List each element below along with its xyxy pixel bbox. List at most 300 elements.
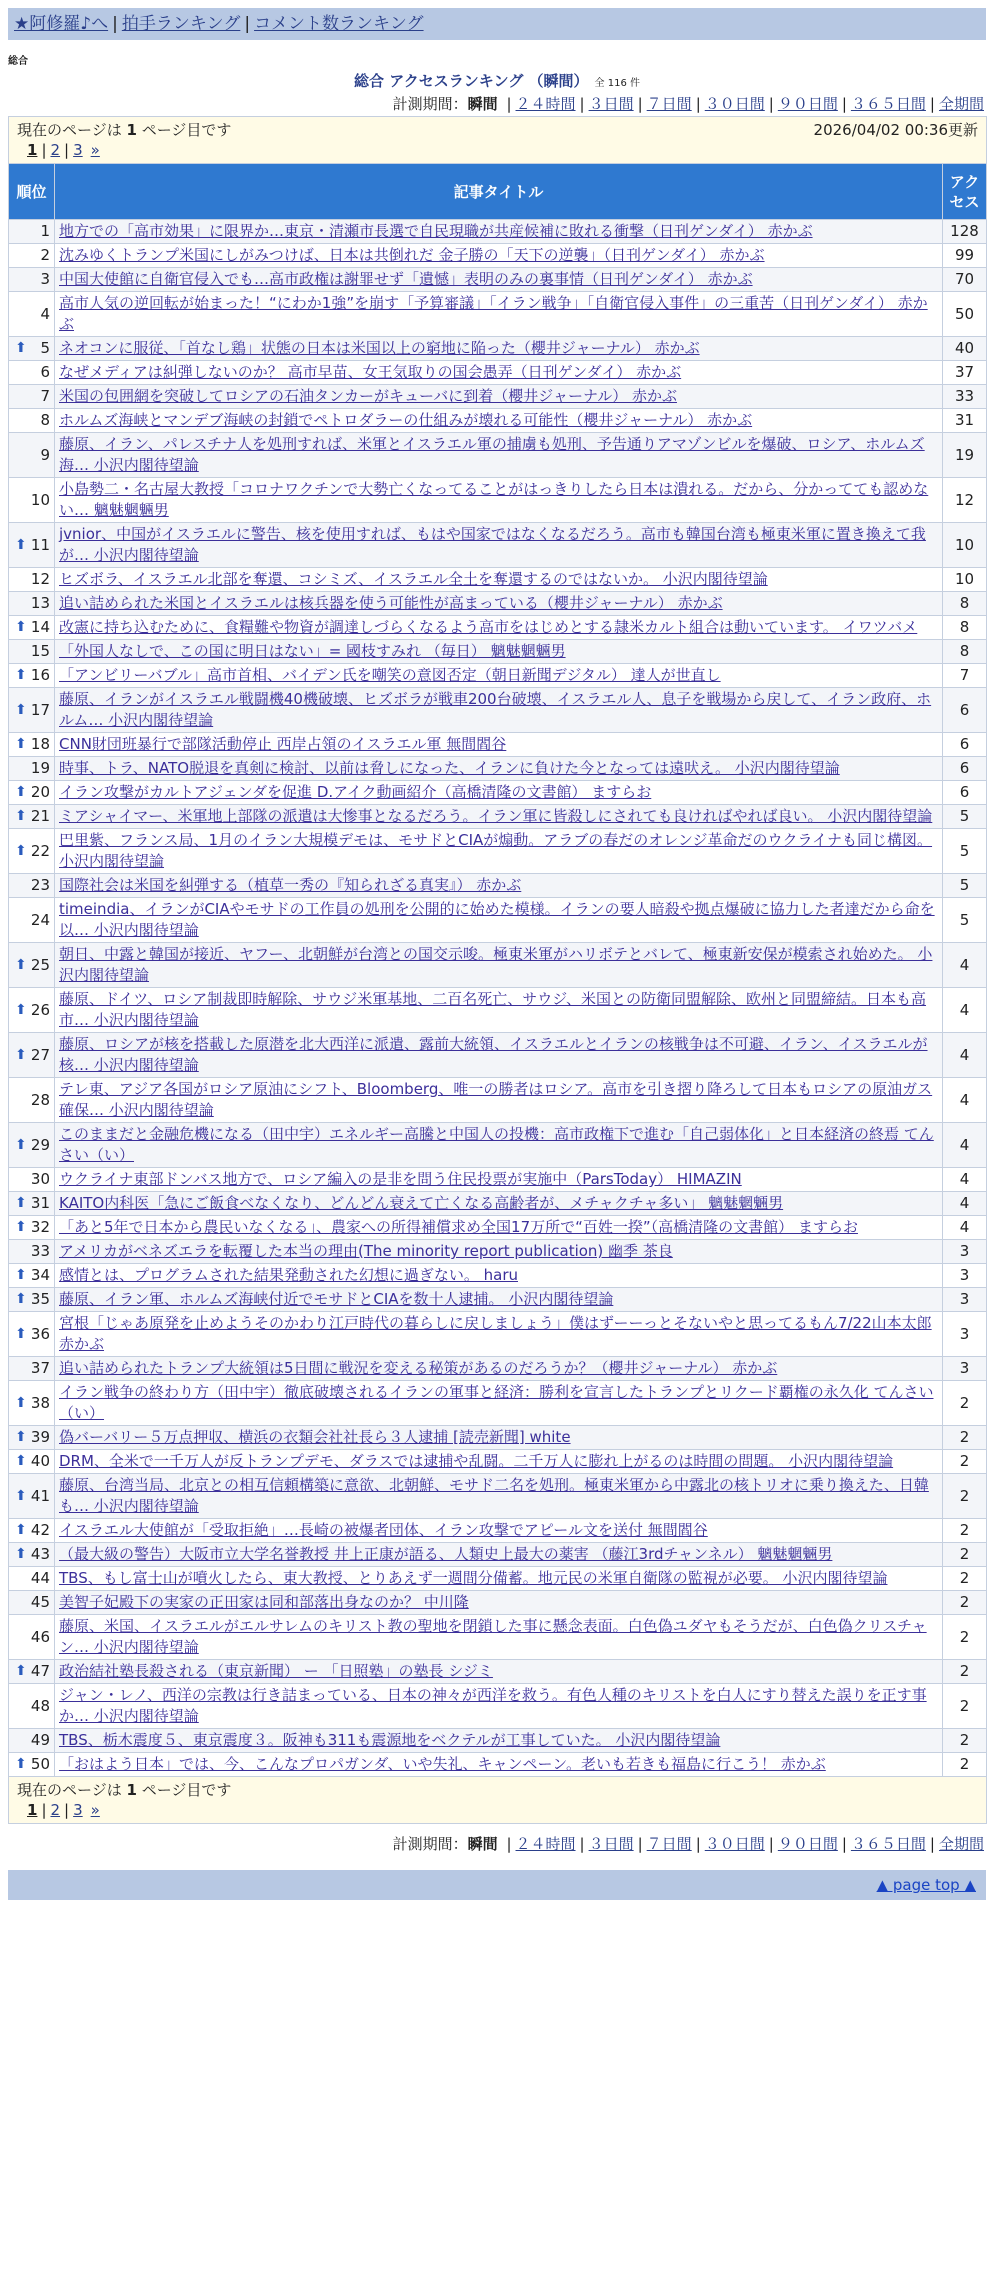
table-row (9, 829, 987, 874)
table-row (9, 1240, 987, 1264)
article-link[interactable]: 追い詰められた米国とイスラエルは核兵器を使う可能性が高まっている（櫻井ジャーナル） 赤かぶ (59, 594, 723, 612)
arrow-up-icon: ⬆ (15, 784, 27, 800)
page-separator: | (41, 141, 47, 159)
title-cell (55, 1729, 943, 1753)
period-link[interactable]: ３０日間 (704, 95, 765, 113)
article-link[interactable]: イスラエル大使館が「受取拒絶」…長崎の被爆者団体、イラン攻撃でアピール文を送付 無間閻谷 (59, 1521, 708, 1539)
period-current: 瞬間 (467, 1835, 498, 1853)
title-cell (55, 1474, 943, 1519)
arrow-up-icon: ⬆ (15, 1001, 27, 1018)
title-cell (55, 1033, 943, 1078)
rank-cell (9, 1474, 55, 1519)
rank-cell (9, 1615, 55, 1660)
access-count: 10 (943, 568, 987, 592)
rank-cell (9, 1078, 55, 1123)
next-page-link[interactable]: » (90, 141, 100, 159)
article-link[interactable]: 時事、トラ、NATO脱退を真剣に検討、以前は脅しになった、イランに負けた今となっては遠吠え。 小沢内閣待望論 (59, 759, 840, 777)
access-count: 8 (943, 640, 987, 664)
title-cell (55, 1684, 943, 1729)
table-row (9, 1078, 987, 1123)
period-selector-top (8, 92, 986, 116)
article-link[interactable]: 「外国人なしで、この国に明日はない」= 國枝すみれ （毎日） 魑魅魍魎男 (59, 642, 566, 660)
rank-cell (9, 733, 55, 757)
rank-number: 25 (30, 955, 50, 974)
article-link[interactable]: 藤原、米国、イスラエルがエルサレムのキリスト教の聖地を閉鎖した事に懸念表面。白色偽ユダヤもそうだが、白色偽クリスチャン… 小沢内閣待望論 (59, 1617, 927, 1656)
rank-number: 21 (30, 807, 50, 825)
page-separator: | (64, 1801, 70, 1819)
article-link[interactable]: なぜメディアは糾弾しないのか？ 高市早苗、女王気取りの国会愚弄（日刊ゲンダイ） 赤かぶ (59, 363, 682, 381)
rank-number: 49 (30, 1731, 50, 1749)
period-link[interactable]: ３６５日間 (850, 95, 926, 113)
rank-number: 32 (30, 1218, 50, 1236)
article-link[interactable]: 藤原、台湾当局、北京との相互信頼構築に意欲、北朝鮮、モサド二名を処刑。極東米軍から中露北の核トリオに乗り換えた、日韓も… 小沢内閣待望論 (59, 1476, 929, 1515)
rank-cell (9, 1381, 55, 1426)
access-count: 4 (943, 1168, 987, 1192)
article-link[interactable]: ミアシャイマー、米軍地上部隊の派遣は大惨事となるだろう。イラン軍に皆殺しにされても良ければやれば良い。 小沢内閣待望論 (59, 807, 933, 825)
title-cell (55, 1312, 943, 1357)
period-separator: | (637, 1835, 643, 1853)
rank-cell (9, 874, 55, 898)
access-count: 6 (943, 733, 987, 757)
access-count: 2 (943, 1426, 987, 1450)
article-link[interactable]: 感情とは、プログラムされた結果発動された幻想に過ぎない。 haru (59, 1266, 518, 1284)
title-cell (55, 1591, 943, 1615)
rank-cell (9, 988, 55, 1033)
period-label: 計測期間： (392, 95, 468, 113)
article-link[interactable]: 政治結社塾長殺される（東京新聞） ー 「日照塾」の塾長 シジミ (59, 1662, 493, 1680)
period-separator: | (768, 95, 774, 113)
page-link[interactable]: 2 (50, 1801, 61, 1819)
period-separator: | (929, 95, 935, 113)
article-link[interactable]: DRM、全米で一千万人が反トランプデモ、ダラスでは逮捕や乱闘。二千万人に膨れ上がるのは時間の問題。 小沢内閣待望論 (59, 1452, 894, 1470)
rank-number: 37 (30, 1359, 50, 1377)
article-link[interactable]: jvnior、中国がイスラエルに警告、核を使用すれば、もはや国家ではなくなるだろう。高市も韓国台湾も極東米軍に置き換えて我が… 小沢内閣待望論 (59, 525, 926, 564)
title-cell (55, 568, 943, 592)
title-cell (55, 664, 943, 688)
rank-cell (9, 478, 55, 523)
access-count: 2 (943, 1729, 987, 1753)
period-current: 瞬間 (467, 95, 498, 113)
rank-cell (9, 523, 55, 568)
article-link[interactable]: 「おはよう日本」では、今、こんなプロパガンダ、いや失礼、キャンペーン。老いも若きも福島に行こう！ 赤かぶ (59, 1755, 826, 1773)
rank-cell (9, 1033, 55, 1078)
arrow-up-icon: ⬆ (15, 1291, 27, 1307)
rank-number: 7 (40, 387, 50, 405)
article-link[interactable]: TBS、もし富士山が噴火したら、東大教授、とりあえず一週間分備蓄。地元民の米軍自衛隊の監視が必要。 小沢内閣待望論 (59, 1569, 888, 1587)
arrow-up-icon: ⬆ (15, 1219, 27, 1235)
rank-cell (9, 409, 55, 433)
rank-cell (9, 385, 55, 409)
article-link[interactable]: CNN財団班暴行で部隊活動停止 西岸占領のイスラエル軍 無間閻谷 (59, 735, 507, 753)
rank-number: 48 (30, 1696, 50, 1715)
article-link[interactable]: ネオコンに服従、「首なし鶏」状態の日本は米国以上の窮地に陥った（櫻井ジャーナル） 赤かぶ (59, 339, 700, 357)
article-link[interactable]: 米国の包囲網を突破してロシアの石油タンカーがキューバに到着（櫻井ジャーナル） 赤かぶ (59, 387, 677, 405)
title-cell (55, 409, 943, 433)
rank-cell (9, 757, 55, 781)
title-cell (55, 988, 943, 1033)
access-count: 3 (943, 1264, 987, 1288)
access-count: 2 (943, 1684, 987, 1729)
rank-number: 3 (40, 270, 50, 288)
table-row (9, 385, 987, 409)
rank-number: 45 (30, 1593, 50, 1611)
total-count: 全 116 件 (594, 78, 640, 89)
arrow-up-icon: ⬆ (15, 808, 27, 824)
title-cell (55, 1519, 943, 1543)
current-page-text: 現在のページは 1 ページ目です (17, 121, 232, 139)
title-cell (55, 361, 943, 385)
rank-cell (9, 1519, 55, 1543)
period-link[interactable]: ３日間 (588, 95, 634, 113)
header-rank: 順位 (9, 164, 55, 220)
rank-number: 44 (30, 1569, 50, 1587)
rank-cell (9, 1450, 55, 1474)
access-count: 4 (943, 1033, 987, 1078)
arrow-up-icon: ⬆ (15, 1453, 27, 1469)
article-link[interactable]: 追い詰められたトランプ大統領は5日間に戦況を変える秘策があるのだろうか？（櫻井ジャーナル） 赤かぶ (59, 1359, 778, 1377)
period-link[interactable]: ７日間 (646, 1835, 692, 1853)
rank-number: 41 (30, 1486, 50, 1505)
access-count: 6 (943, 781, 987, 805)
article-link[interactable]: 「あと5年で日本から農民いなくなる」、農家への所得補償求め全国17万所で“百姓一揆”（高橋清隆の文書館） ますらお (59, 1218, 858, 1236)
period-separator: | (768, 1835, 774, 1853)
page-top-link[interactable]: ▲ page top ▲ (876, 1876, 976, 1894)
rank-cell (9, 268, 55, 292)
rank-cell (9, 898, 55, 943)
period-links (502, 1835, 984, 1853)
arrow-up-icon: ⬆ (15, 736, 27, 752)
table-row (9, 1684, 987, 1729)
arrow-up-icon: ⬆ (15, 536, 27, 553)
table-row (9, 1312, 987, 1357)
article-link[interactable]: 地方での「高市効果」に限界か…東京・清瀬市長選で自民現職が共産候補に敗れる衝撃（日刊ゲンダイ） 赤かぶ (59, 222, 813, 240)
table-header-row (9, 164, 987, 220)
article-link[interactable]: アメリカがベネズエラを転覆した本当の理由(The minority report publication) 幽季 茶良 (59, 1242, 673, 1260)
rank-number: 43 (30, 1545, 50, 1563)
page-link[interactable]: 2 (50, 141, 61, 159)
rank-number: 47 (30, 1662, 50, 1680)
article-link[interactable]: 藤原、ドイツ、ロシア制裁即時解除、サウジ米軍基地、二百名死亡、サウジ、米国との防衛同盟解除、欧州と同盟締結。日本も高市… 小沢内閣待望論 (59, 990, 927, 1029)
rank-number: 14 (30, 618, 50, 636)
arrow-up-icon: ⬆ (15, 667, 27, 683)
table-row (9, 988, 987, 1033)
table-row (9, 409, 987, 433)
ranking-heading (8, 70, 986, 92)
title-cell (55, 244, 943, 268)
period-link[interactable]: 全期間 (938, 95, 984, 113)
period-link[interactable]: 全期間 (938, 1835, 984, 1853)
rank-cell (9, 1123, 55, 1168)
article-link[interactable]: 偽バーバリー５万点押収、横浜の衣類会社社長ら３人逮捕 [読売新聞] white (59, 1428, 571, 1446)
article-link[interactable]: イラン戦争の終わり方（田中宇）徹底破壊されるイランの軍事と経済：勝利を宣言したトランプとリクード覇権の永久化 てんさい（い） (59, 1383, 934, 1422)
article-link[interactable]: ジャン・レノ、西洋の宗教は行き詰まっている、日本の神々が西洋を救う。有色人種のキリストを白人にすり替えた誤りを正す事か… 小沢内閣待望論 (59, 1686, 927, 1725)
table-row (9, 1450, 987, 1474)
access-count: 5 (943, 829, 987, 874)
article-link[interactable]: 改憲に持ち込むために、食糧難や物資が調達しづらくなるよう高市をはじめとする隷米カルト組合は動いています。 イワツバメ (59, 618, 918, 636)
access-count: 4 (943, 988, 987, 1033)
period-link[interactable]: ９０日間 (777, 95, 838, 113)
rank-cell (9, 433, 55, 478)
rank-number: 16 (30, 666, 50, 684)
article-link[interactable]: 巴里紫、フランス局、1月のイラン大規模デモは、モサドとCIAが煽動。アラブの春だのオレンジ革命だのウクライナも同じ構図。 小沢内閣待望論 (59, 831, 933, 870)
article-link[interactable]: このままだと金融危機になる（田中宇）エネルギー高騰と中国人の投機：高市政権下で進む「自己弱体化」と日本経済の終焉 てんさい（い） (59, 1125, 934, 1164)
period-link[interactable]: ２４時間 (515, 1835, 576, 1853)
period-separator: | (841, 95, 847, 113)
table-row (9, 1474, 987, 1519)
access-count: 2 (943, 1474, 987, 1519)
period-separator: | (695, 95, 701, 113)
title-cell (55, 1216, 943, 1240)
access-count: 3 (943, 1240, 987, 1264)
table-row (9, 757, 987, 781)
table-row (9, 523, 987, 568)
article-link[interactable]: 国際社会は米国を糾弾する（植草一秀の『知られざる真実』） 赤かぶ (59, 876, 522, 894)
rank-number: 8 (40, 411, 50, 429)
article-link[interactable]: 美智子妃殿下の実家の正田家は同和部落出身なのか？ 中川隆 (59, 1593, 469, 1611)
arrow-up-icon: ⬆ (15, 956, 27, 973)
arrow-up-icon: ⬆ (15, 1046, 27, 1063)
access-count: 4 (943, 1123, 987, 1168)
period-link[interactable]: ２４時間 (515, 95, 576, 113)
article-link[interactable]: 藤原、イラン、パレスチナ人を処刑すれば、米軍とイスラエル軍の捕虜も処刑、予告通りアマゾンビルを爆破、ロシア、ホルムズ海… 小沢内閣待望論 (59, 435, 925, 474)
rank-number: 38 (30, 1393, 50, 1412)
article-link[interactable]: KAITO内科医「急にご飯食べなくなり、どんどん衰えて亡くなる高齢者が、メチャクチャ多い」 魑魅魍魎男 (59, 1194, 784, 1212)
title-cell (55, 1123, 943, 1168)
title-cell (55, 478, 943, 523)
rank-number: 46 (30, 1627, 50, 1646)
article-link[interactable]: 高市人気の逆回転が始まった！“にわか1強”を崩す「予算審議」「イラン戦争」「自衛官侵入事件」の三重苦（日刊ゲンダイ） 赤かぶ (59, 294, 928, 333)
comment-ranking-link[interactable]: コメント数ランキング (254, 14, 424, 34)
category-label: 総合 (8, 56, 28, 67)
page-link[interactable]: 3 (73, 141, 83, 159)
title-cell (55, 1381, 943, 1426)
access-count: 6 (943, 688, 987, 733)
rank-number: 6 (40, 363, 50, 381)
title-cell (55, 829, 943, 874)
rank-cell (9, 943, 55, 988)
title-cell (55, 220, 943, 244)
access-count: 2 (943, 1753, 987, 1777)
access-count: 3 (943, 1312, 987, 1357)
period-link[interactable]: ３０日間 (704, 1835, 765, 1853)
rank-number: 5 (40, 339, 50, 357)
page-link[interactable]: 3 (73, 1801, 83, 1819)
rank-number: 1 (40, 222, 50, 240)
article-link[interactable]: テレ東、アジア各国がロシア原油にシフト、Bloomberg、唯一の勝者はロシア。高市を引き摺り降ろして日本もロシアの原油ガス確保… 小沢内閣待望論 (59, 1080, 933, 1119)
title-cell (55, 781, 943, 805)
title-cell (55, 1567, 943, 1591)
pager-bottom (9, 1777, 987, 1824)
title-cell (55, 1192, 943, 1216)
arrow-up-icon: ⬆ (15, 1267, 27, 1283)
table-row (9, 1033, 987, 1078)
rank-cell (9, 568, 55, 592)
rank-number: 26 (30, 1000, 50, 1019)
access-count: 8 (943, 592, 987, 616)
access-count: 2 (943, 1543, 987, 1567)
title-cell (55, 1660, 943, 1684)
article-link[interactable]: 朝日、中露と韓国が接近、ヤフー、北朝鮮が台湾との国交示唆。極東米軍がハリボテとバレて、極東新安保が模索され始めた。 小沢内閣待望論 (59, 945, 933, 984)
page-link: 1 (27, 1801, 38, 1819)
rank-number: 33 (30, 1242, 50, 1260)
access-count: 37 (943, 361, 987, 385)
rank-number: 36 (30, 1324, 50, 1343)
arrow-up-icon: ⬆ (15, 1756, 27, 1772)
title-cell (55, 943, 943, 988)
access-count: 3 (943, 1288, 987, 1312)
article-link[interactable]: 沈みゆくトランプ米国にしがみつけば、日本は共倒れだ 金子勝の「天下の逆襲」（日刊ゲンダイ） 赤かぶ (59, 246, 765, 264)
rank-cell (9, 1168, 55, 1192)
rank-cell (9, 829, 55, 874)
access-count: 2 (943, 1615, 987, 1660)
article-link[interactable]: 藤原、イランがイスラエル戦闘機40機破壊、ヒズボラが戦車200台破壊、イスラエル人、息子を戦場から戻して、イラン政府、ホルム… 小沢内閣待望論 (59, 690, 932, 729)
rank-number: 19 (30, 759, 50, 777)
article-link[interactable]: イラン攻撃がカルトアジェンダを促進 D.アイク動画紹介（高橋清隆の文書館） ますらお (59, 783, 652, 801)
rank-number: 11 (30, 535, 50, 554)
rank-cell (9, 337, 55, 361)
table-row (9, 640, 987, 664)
title-cell (55, 1240, 943, 1264)
table-row (9, 1426, 987, 1450)
article-link[interactable]: 中国大使館に自衛官侵入でも…高市政権は謝罪せず「遺憾」表明のみの裏事情（日刊ゲンダイ） 赤かぶ (59, 270, 753, 288)
access-count: 12 (943, 478, 987, 523)
access-count: 70 (943, 268, 987, 292)
table-row (9, 781, 987, 805)
table-row (9, 1729, 987, 1753)
access-count: 2 (943, 1450, 987, 1474)
table-row (9, 1288, 987, 1312)
access-count: 5 (943, 874, 987, 898)
arrow-up-icon: ⬆ (15, 619, 27, 635)
arrow-up-icon: ⬆ (15, 340, 27, 356)
arrow-up-icon: ⬆ (15, 1394, 27, 1411)
period-separator: | (929, 1835, 935, 1853)
rank-cell (9, 616, 55, 640)
table-row (9, 805, 987, 829)
table-row (9, 1381, 987, 1426)
table-row (9, 361, 987, 385)
access-count: 8 (943, 616, 987, 640)
article-link[interactable]: 小島勢二・名古屋大教授「コロナワクチンで大勢亡くなってることがはっきりしたら日本は潰れる。だから、分かってても認めない… 魑魅魍魎男 (59, 480, 929, 519)
rank-number: 22 (30, 841, 50, 860)
rank-number: 4 (40, 304, 50, 323)
table-row (9, 1567, 987, 1591)
rank-number: 2 (40, 246, 50, 264)
clap-ranking-link[interactable]: 拍手ランキング (121, 14, 241, 34)
arrow-up-icon: ⬆ (15, 701, 27, 718)
ranking-title: 総合 アクセスランキング （瞬間） (354, 72, 589, 90)
table-row (9, 1168, 987, 1192)
title-cell (55, 1450, 943, 1474)
rank-cell (9, 1216, 55, 1240)
title-cell (55, 1615, 943, 1660)
table-row (9, 898, 987, 943)
rank-number: 15 (30, 642, 50, 660)
table-row (9, 478, 987, 523)
rank-number: 28 (30, 1090, 50, 1109)
article-link[interactable]: 藤原、イラン軍、ホルムズ海峡付近でモサドとCIAを数十人逮捕。 小沢内閣待望論 (59, 1290, 614, 1308)
period-selector-bottom (8, 1832, 986, 1856)
access-count: 99 (943, 244, 987, 268)
arrow-up-icon: ⬆ (15, 1195, 27, 1211)
period-link[interactable]: ９０日間 (777, 1835, 838, 1853)
title-cell (55, 337, 943, 361)
rank-cell (9, 1288, 55, 1312)
article-link[interactable]: ヒズボラ、イスラエル北部を奪還、コシミズ、イスラエル全土を奪還するのではないか。 小沢内閣待望論 (59, 570, 768, 588)
arrow-up-icon: ⬆ (15, 1546, 27, 1562)
table-row (9, 943, 987, 988)
article-link[interactable]: （最大級の警告）大阪市立大学名誉教授 井上正康が語る、人類史上最大の薬害 （藤江3rdチャンネル） 魑魅魍魎男 (59, 1545, 833, 1563)
next-page-link[interactable]: » (90, 1801, 100, 1819)
table-row (9, 688, 987, 733)
article-link[interactable]: timeindia、イランがCIAやモサドの工作員の処刑を公開的に始めた模様。イランの要人暗殺や拠点爆破に協力した者達だから命を以… 小沢内閣待望論 (59, 900, 935, 939)
period-link[interactable]: ３６５日間 (850, 1835, 926, 1853)
rank-cell (9, 640, 55, 664)
rank-cell (9, 1240, 55, 1264)
period-link[interactable]: ３日間 (588, 1835, 634, 1853)
table-row (9, 874, 987, 898)
period-link[interactable]: ７日間 (646, 95, 692, 113)
table-row (9, 733, 987, 757)
table-row (9, 433, 987, 478)
period-separator: | (579, 95, 585, 113)
table-row (9, 1192, 987, 1216)
access-count: 3 (943, 1357, 987, 1381)
title-cell (55, 523, 943, 568)
article-link[interactable]: 藤原、ロシアが核を搭載した原潜を北大西洋に派遣、露前大統領、イスラエルとイランの核戦争は不可避、イラン、イスラエルが核… 小沢内閣待望論 (59, 1035, 928, 1074)
page-links (17, 140, 978, 160)
top-nav (8, 8, 986, 40)
table-row (9, 1753, 987, 1777)
access-count: 2 (943, 1591, 987, 1615)
rank-cell (9, 1264, 55, 1288)
table-row (9, 592, 987, 616)
page-links (17, 1800, 978, 1820)
table-row (9, 220, 987, 244)
rank-cell (9, 805, 55, 829)
title-cell (55, 757, 943, 781)
rank-cell (9, 1312, 55, 1357)
title-cell (55, 898, 943, 943)
article-link[interactable]: 「アンビリーバブル」高市首相、バイデン氏を嘲笑の意図否定（朝日新聞デジタル） 達人が世直し (59, 666, 721, 684)
period-separator: | (695, 1835, 701, 1853)
title-cell (55, 268, 943, 292)
header-access: アクセス (943, 164, 987, 220)
access-count: 33 (943, 385, 987, 409)
rank-number: 17 (30, 700, 50, 719)
header-title: 記事タイトル (55, 164, 943, 220)
rank-cell (9, 688, 55, 733)
table-row (9, 616, 987, 640)
rank-cell (9, 1729, 55, 1753)
article-link[interactable]: TBS、栃木震度５、東京震度３。阪神も311も震源地をベクテルが工事していた。 小沢内閣待望論 (59, 1731, 721, 1749)
article-link[interactable]: ホルムズ海峡とマンデブ海峡の封鎖でペトロダラーの仕組みが壊れる可能性（櫻井ジャーナル） 赤かぶ (59, 411, 753, 429)
article-link[interactable]: 宮根「じゃあ原発を止めようそのかわり江戸時代の暮らしに戻しましょう」僕はずーーっとそないやと思ってるもん7/22山本太郎 赤かぶ (59, 1314, 932, 1353)
rank-number: 39 (30, 1428, 50, 1446)
title-cell (55, 1168, 943, 1192)
title-cell (55, 433, 943, 478)
rank-cell (9, 1591, 55, 1615)
rank-cell (9, 1753, 55, 1777)
title-cell (55, 640, 943, 664)
home-link[interactable]: ★阿修羅♪へ (14, 14, 109, 34)
arrow-up-icon: ⬆ (15, 842, 27, 859)
arrow-up-icon: ⬆ (15, 1325, 27, 1342)
rank-number: 42 (30, 1521, 50, 1539)
table-row (9, 568, 987, 592)
article-link[interactable]: ウクライナ東部ドンバス地方で、ロシア編入の是非を問う住民投票が実施中（ParsToday） HIMAZIN (59, 1170, 742, 1188)
access-count: 2 (943, 1381, 987, 1426)
